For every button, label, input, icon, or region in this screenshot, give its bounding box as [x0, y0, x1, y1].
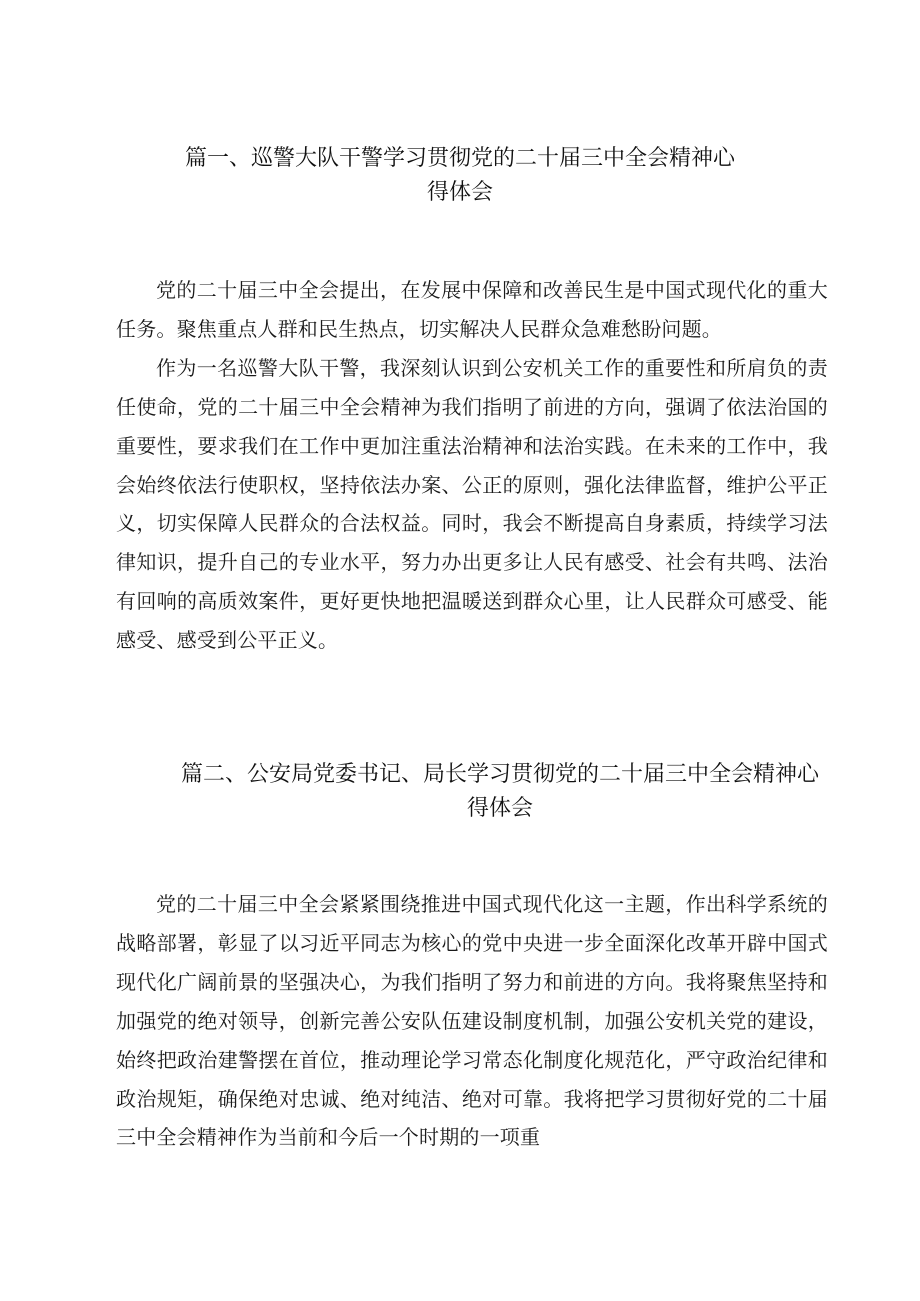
section-1-title-line-2: 得体会	[426, 180, 493, 205]
section-1-body	[116, 271, 828, 660]
section-1-title	[120, 142, 800, 210]
section-2-body	[116, 885, 828, 1157]
section-2-paragraph-1: 党的二十届三中全会紧紧围绕推进中国式现代化这一主题，作出科学系统的战略部署，彰显了以习近平同志为核心的党中央进一步全面深化改革开辟中国式现代化广阔前景的坚强决心，为我们指明了努力和前进的方向。我将聚焦坚持和加强党的绝对领导，创新完善公安队伍建设制度机制，加强公安机关党的建设，始终把政治建警摆在首位，推动理论学习常态化制度化规范化，严守政治纪律和政治规矩，确保绝对忠诚、绝对纯洁、绝对可靠。我将把学习贯彻好党的二十届三中全会精神作为当前和今后一个时期的一项重	[116, 892, 828, 1150]
section-2-title-line-1: 篇二、公安局党委书记、局长学习贯彻党的二十届三中全会精神心	[180, 762, 819, 787]
section-2-title-line-2: 得体会	[466, 796, 533, 821]
section-2-title	[130, 758, 870, 826]
section-1-paragraph-2: 作为一名巡警大队干警，我深刻认识到公安机关工作的重要性和所肩负的责任使命，党的二十届三中全会精神为我们指明了前进的方向，强调了依法治国的重要性，要求我们在工作中更加注重法治精神和法治实践。在未来的工作中，我会始终依法行使职权，坚持依法办案、公正的原则，强化法律监督，维护公平正义，切实保障人民群众的合法权益。同时，我会不断提高自身素质，持续学习法律知识，提升自己的专业水平，努力办出更多让人民有感受、社会有共鸣、法治有回响的高质效案件，更好更快地把温暖送到群众心里，让人民群众可感受、能感受、感受到公平正义。	[116, 355, 828, 653]
section-1-title-line-1: 篇一、巡警大队干警学习贯彻党的二十届三中全会精神心	[184, 146, 735, 171]
section-1-paragraph-1: 党的二十届三中全会提出，在发展中保障和改善民生是中国式现代化的重大任务。聚焦重点人群和民生热点，切实解决人民群众急难愁盼问题。	[116, 278, 828, 341]
